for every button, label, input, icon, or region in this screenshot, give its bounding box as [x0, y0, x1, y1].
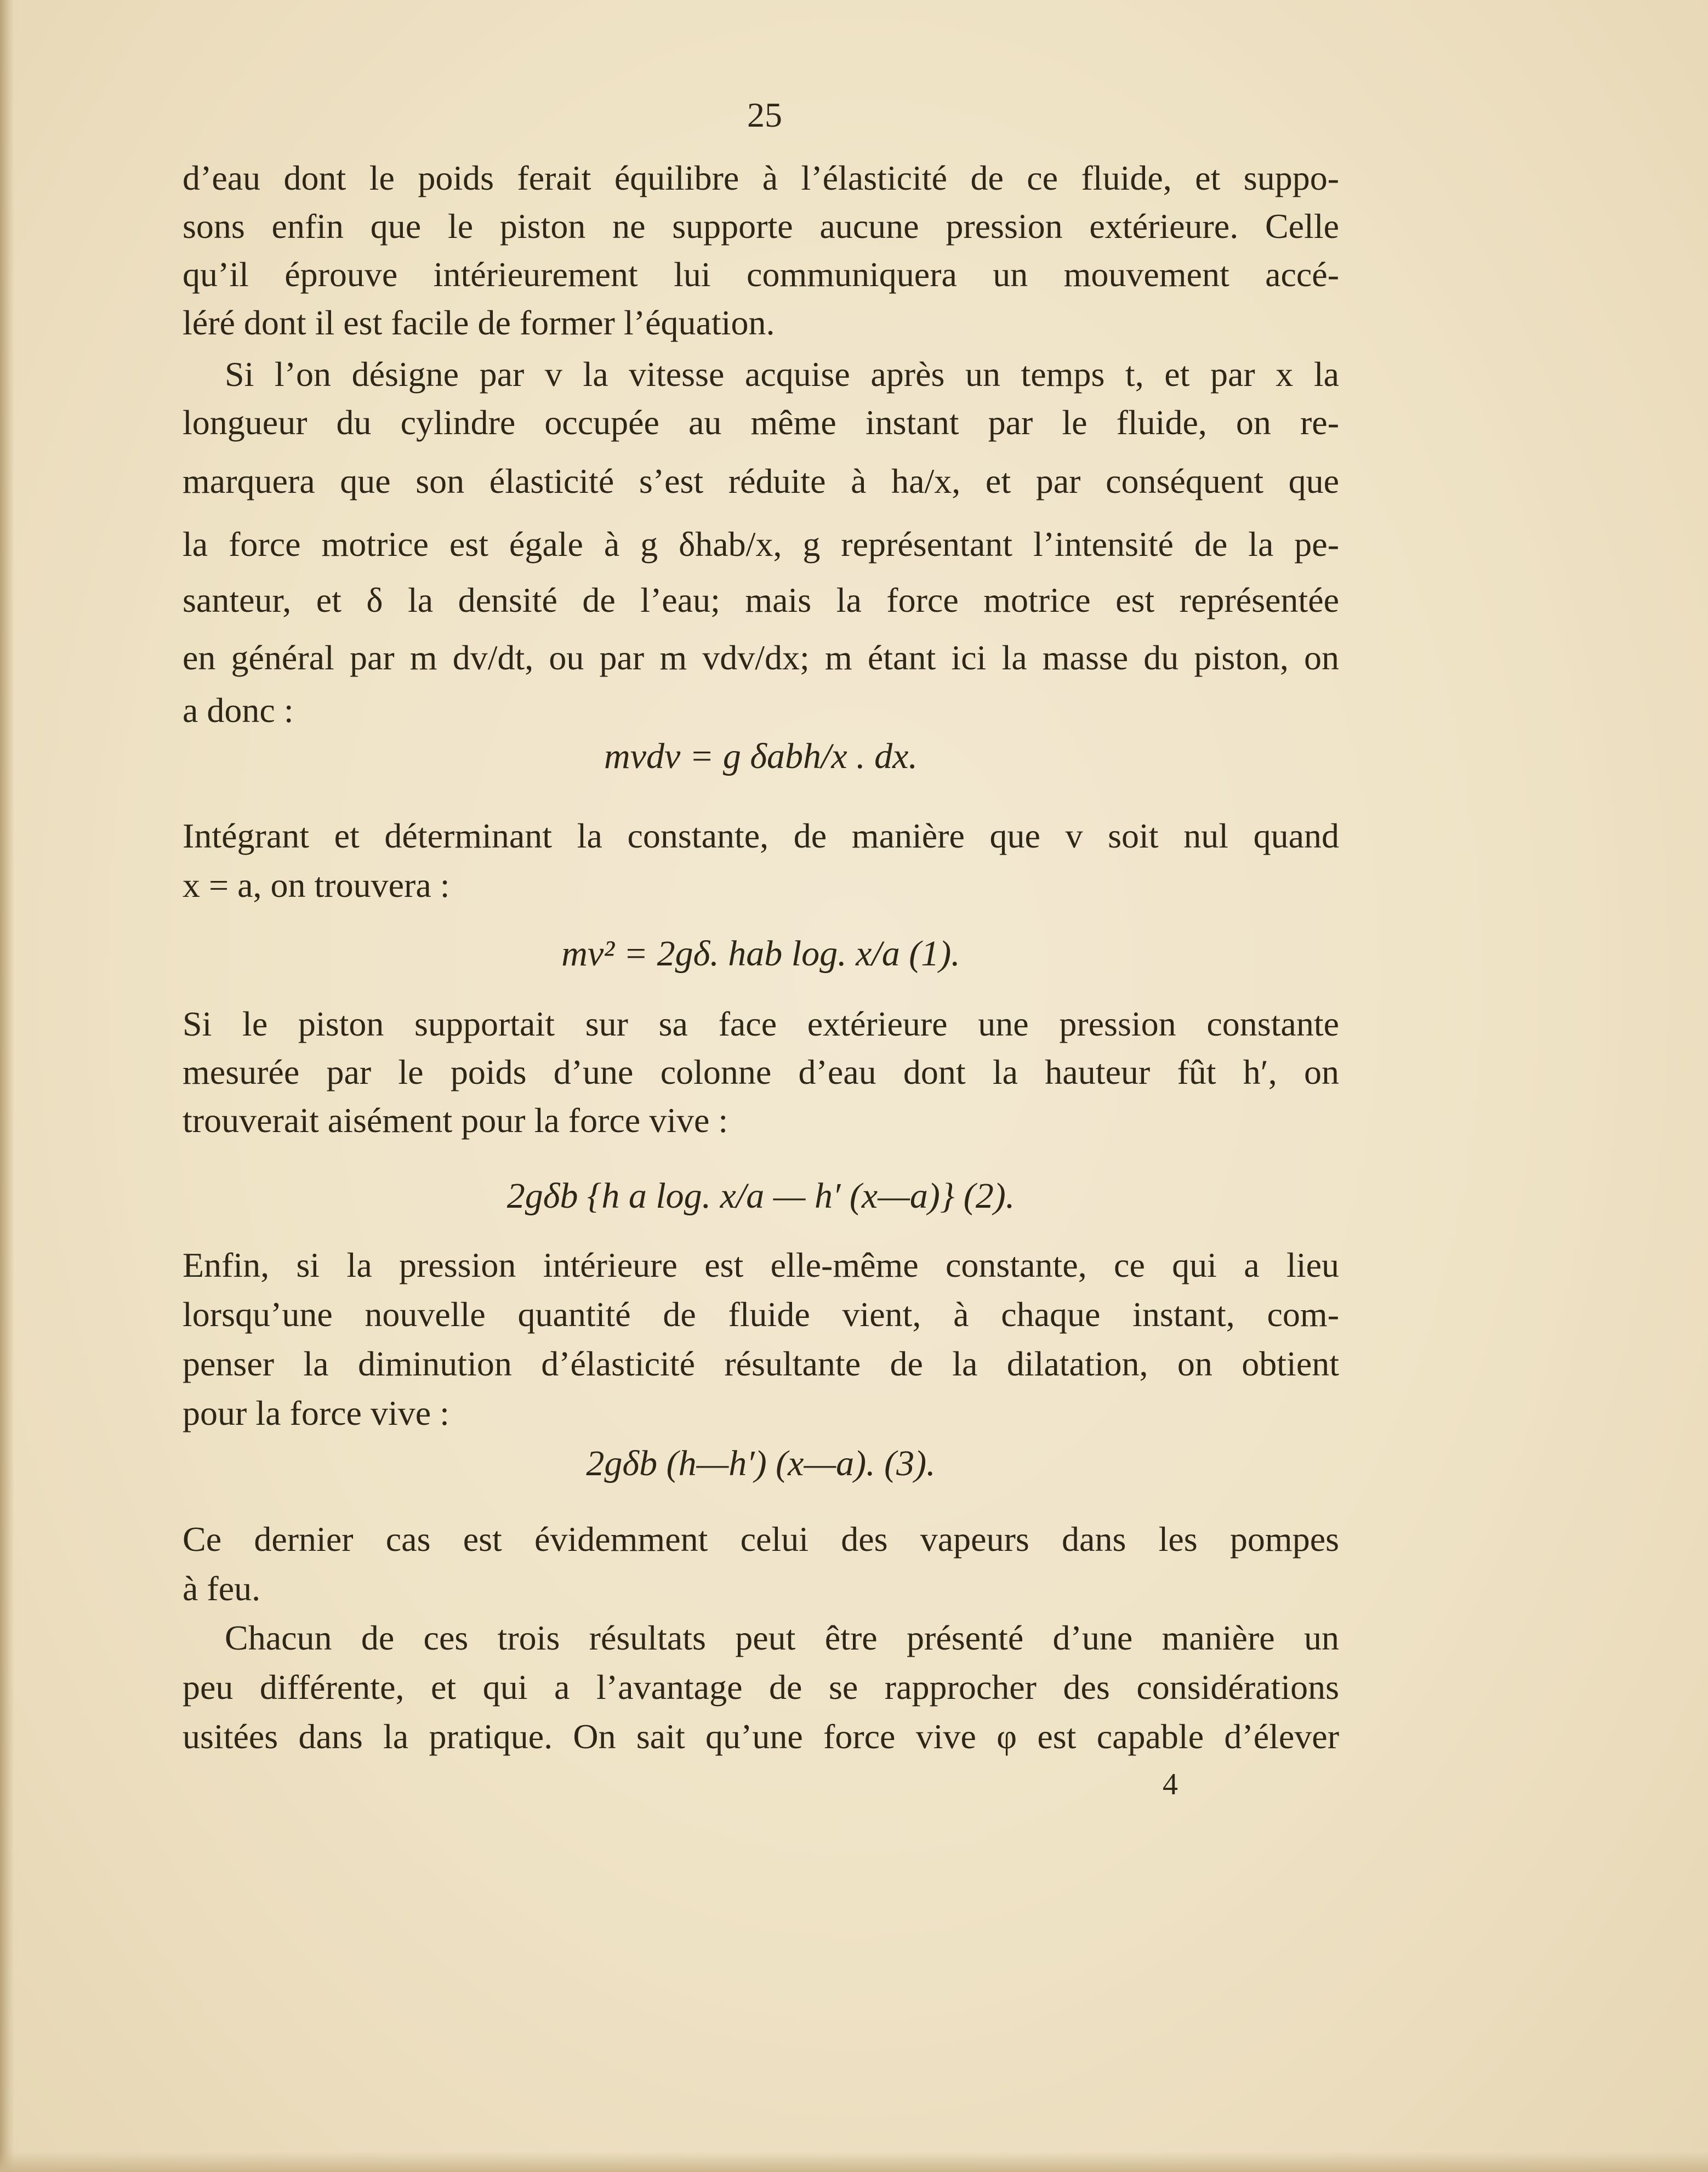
text-line-1: d’eau dont le poids ferait équilibre à l’élasticité de ce fluide, et suppo- [183, 158, 1339, 197]
text-line-16: trouverait aisément pour la force vive : [183, 1101, 728, 1140]
signature-mark: 4 [1163, 1767, 1178, 1801]
equation-2: mv² = 2gδ. hab log. x/a (1). [561, 934, 960, 974]
text-line-5: Si l’on désigne par v la vitesse acquise après un temps t, et par x la [225, 355, 1339, 394]
text-line-24: peu différente, et qui a l’avantage de se rapprocher des considérations [183, 1668, 1339, 1707]
text-line-23: Chacun de ces trois résultats peut être présenté d’une manière un [225, 1618, 1339, 1657]
text-line-3: qu’il éprouve intérieurement lui communiquera un mouvement accé- [183, 255, 1339, 294]
text-line-20: pour la force vive : [183, 1394, 449, 1432]
text-line-12: Intégrant et déterminant la constante, de manière que v soit nul quand [183, 816, 1339, 855]
text-line-17: Enfin, si la pression intérieure est elle-même constante, ce qui a lieu [183, 1246, 1339, 1284]
text-line-7: marquera que son élasticité s’est réduite à ha/x, et par conséquent que [183, 462, 1339, 501]
equation-3: 2gδb {h a log. x/a — h′ (x—a)} (2). [506, 1176, 1015, 1216]
text-line-14: Si le piston supportait sur sa face extérieure une pression constante [183, 1004, 1339, 1043]
equation-4: 2gδb (h—h′) (x—a). (3). [586, 1443, 936, 1483]
equation-1: mvdv = g δabh/x . dx. [604, 736, 918, 776]
text-line-11: a donc : [183, 691, 294, 730]
text-line-19: penser la diminution d’élasticité résultante de la dilatation, on obtient [183, 1344, 1339, 1383]
text-line-25: usitées dans la pratique. On sait qu’une force vive φ est capable d’élever [183, 1717, 1339, 1756]
text-line-15: mesurée par le poids d’une colonne d’eau dont la hauteur fût h′, on [183, 1053, 1339, 1091]
text-line-13: x = a, on trouvera : [183, 866, 450, 905]
text-line-8: la force motrice est égale à g δhab/x, g représentant l’intensité de la pe- [183, 525, 1339, 564]
text-line-22: à feu. [183, 1569, 261, 1608]
text-line-18: lorsqu’une nouvelle quantité de fluide vient, à chaque instant, com- [183, 1295, 1339, 1334]
text-line-21: Ce dernier cas est évidemment celui des vapeurs dans les pompes [183, 1520, 1339, 1559]
text-line-9: santeur, et δ la densité de l’eau; mais la force motrice est représentée [183, 581, 1339, 619]
page-bottom-edge [0, 2152, 1708, 2172]
text-line-2: sons enfin que le piston ne supporte aucune pression extérieure. Celle [183, 207, 1339, 246]
text-line-6: longueur du cylindre occupée au même instant par le fluide, on re- [183, 403, 1339, 442]
text-line-10: en général par m dv/dt, ou par m vdv/dx; m étant ici la masse du piston, on [183, 638, 1339, 677]
text-line-4: léré dont il est facile de former l’équation. [183, 303, 775, 342]
page-left-edge [0, 0, 14, 2172]
page-number: 25 [747, 95, 782, 134]
